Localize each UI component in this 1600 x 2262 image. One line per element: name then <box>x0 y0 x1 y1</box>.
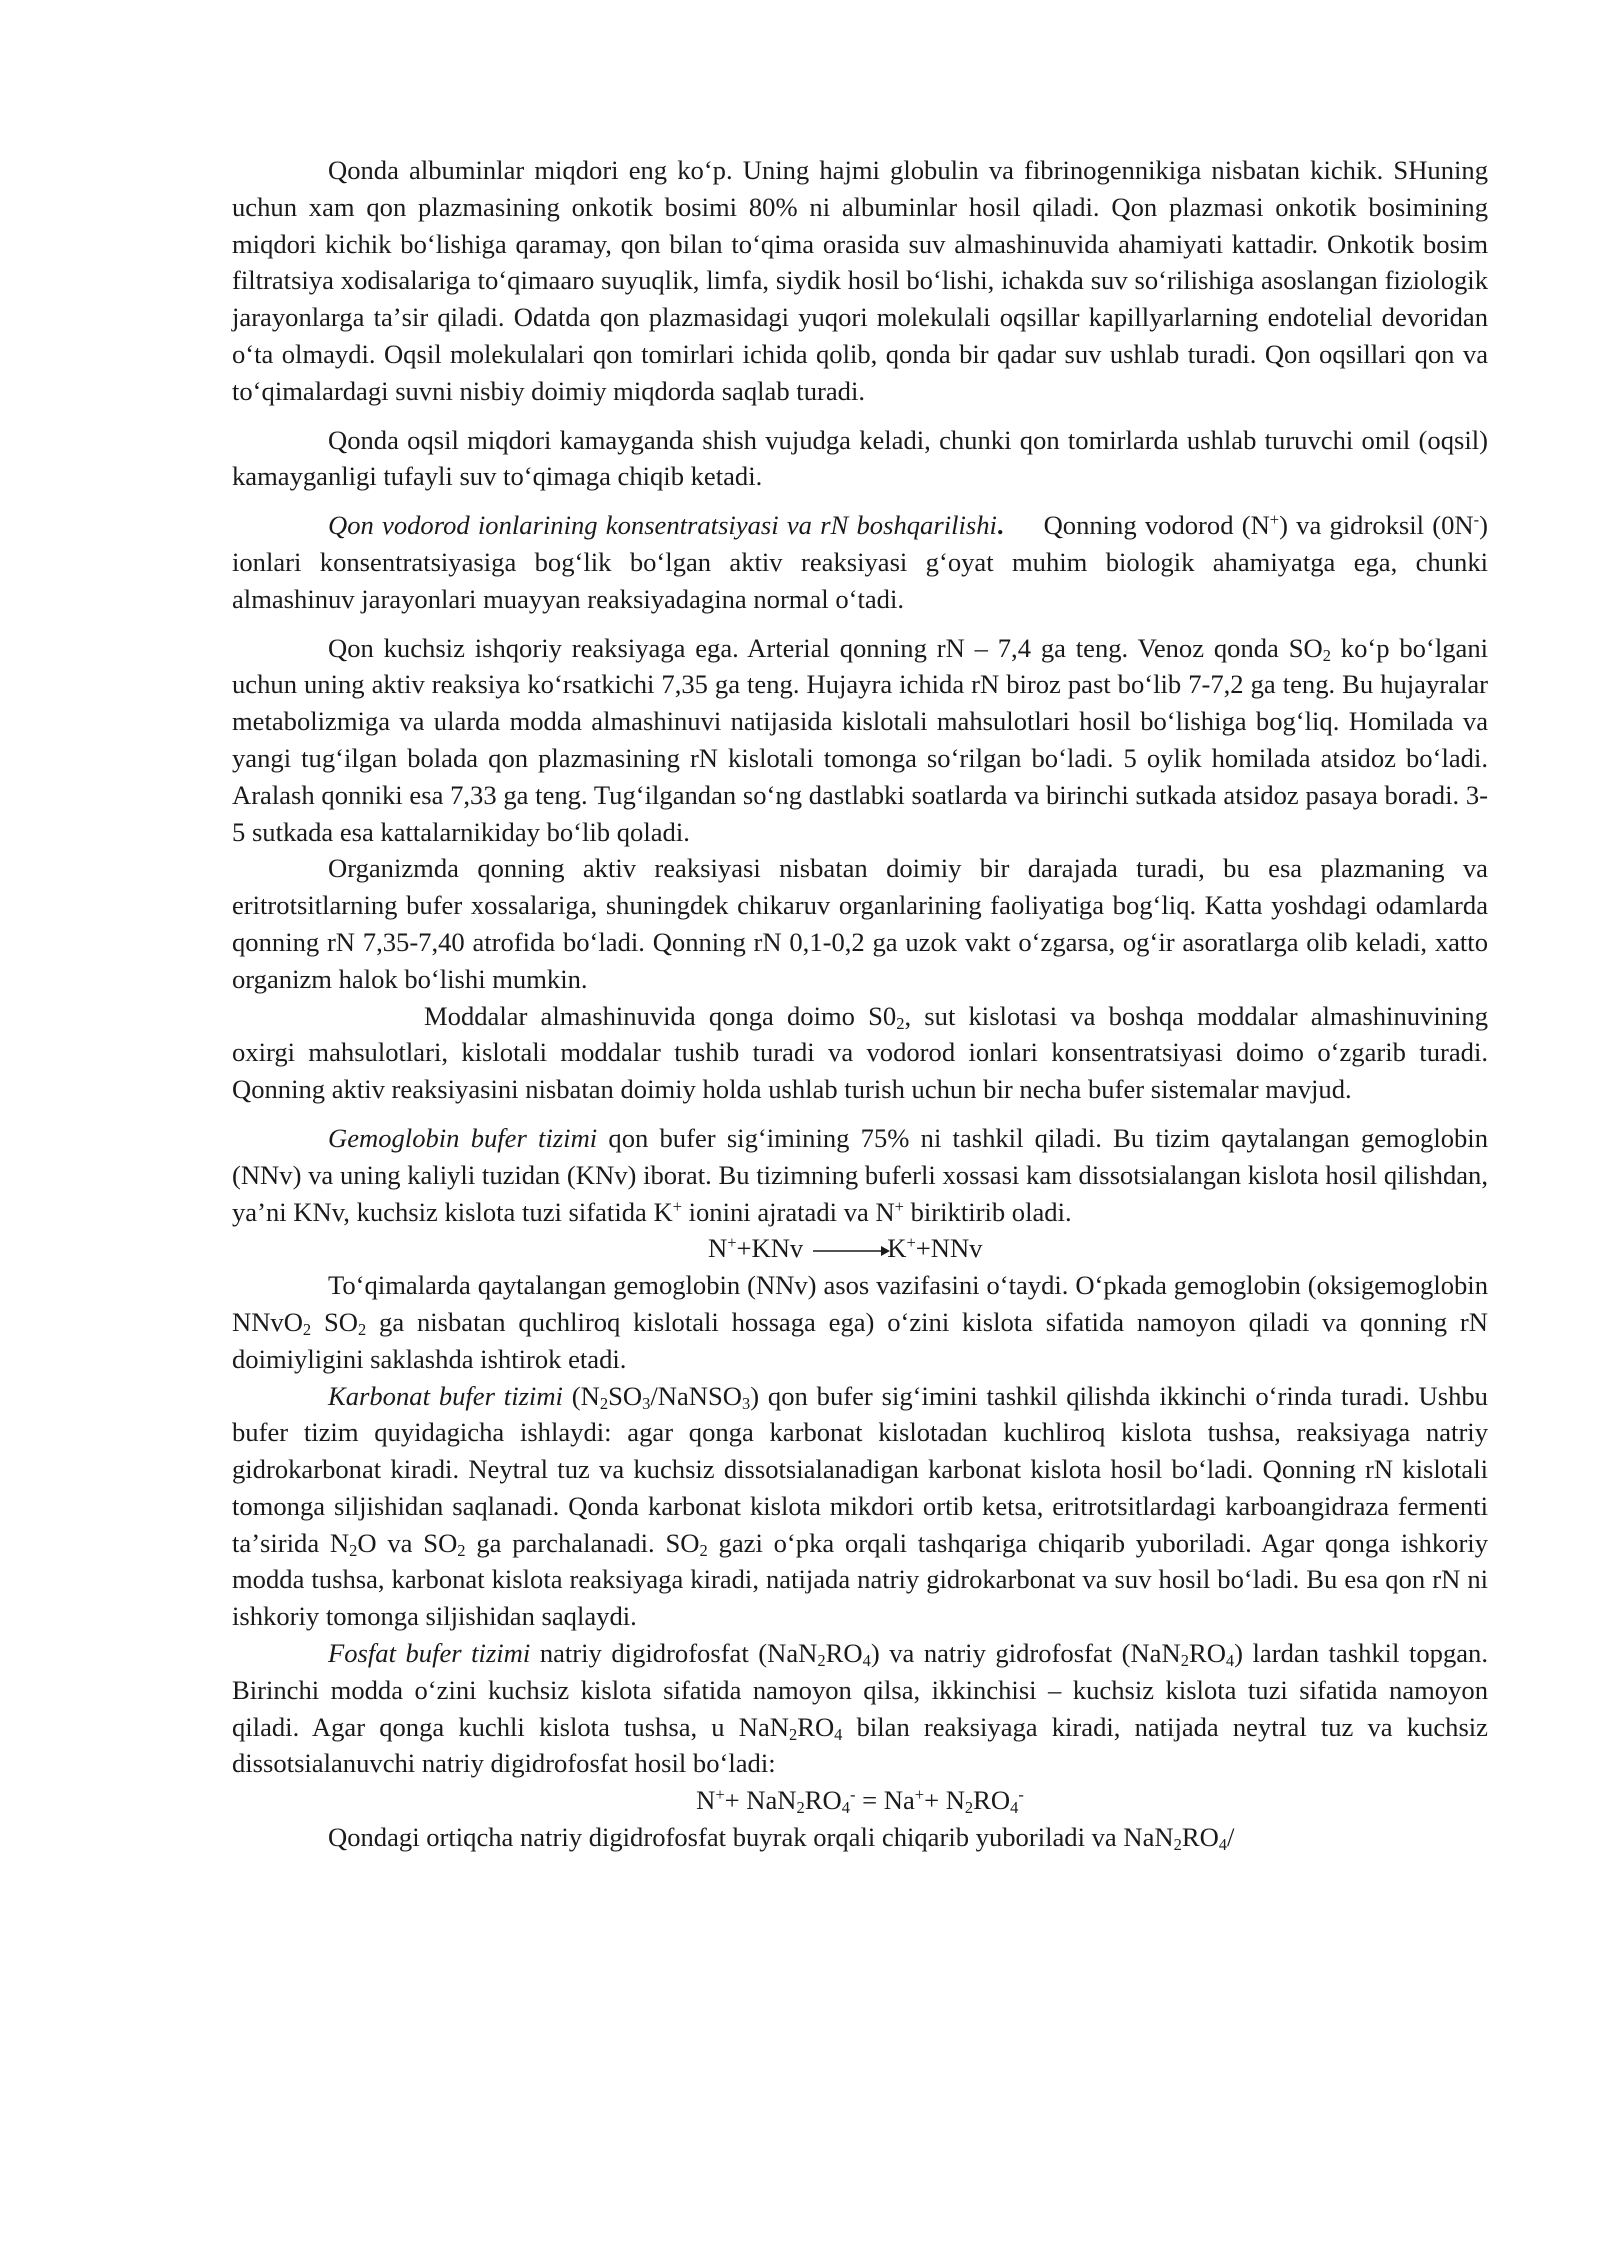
term-carbonate-buffer: Karbonat bufer tizimi <box>328 1380 563 1411</box>
paragraph-carbonate-buffer: Karbonat bufer tizimi $(N_2SO_3/NaNSO_3)$ qon bufer sigʻimini tashkil qilishda ikkinchi oʻrinda turadi. Ushbu bufer tizim quyidagicha ishlaydi: agar qonga karbonat kislotadan kuchliroq kislota tushsa, reaksiyaga natriy gidrokarbonat kiradi. Neytral tuz va kuchsiz dissotsialanadigan karbonat kislota hosil boʻladi. Qonning rN kislotali tomonga siljishidan saqlanadi. Qonda karbonat kislota mikdori ortib ketsa, eritrotsitlardagi karboangidraza fermenti taʼsirida $N_2O$ va $SO_2$ ga parchalanadi. $SO_2$ gazi oʻpka orqali tashqariga chiqarib yuboriladi. Agar qonga ishkoriy modda tushsa, karbonat kislota reaksiyaga kiradi, natijada natriy gidrokarbonat va suv hosil boʻladi. Bu esa qon rN ni ishkoriy tomonga siljishidan saqlaydi. <box>232 1380 1488 1632</box>
paragraph-phosphate-buffer: Fosfat bufer tizimi natriy digidrofosfat $(NaN_2RO_4)$ va natriy gidrofosfat $(NaN_2RO_4)$ lardan tashkil topgan. Birinchi modda oʻzini kuchsiz kislota sifatida namoyon qilsa, ikkinchisi – kuchsiz kislota tuzi sifatida namoyon qiladi. Agar qonga kuchli kislota tushsa, u $NaN_2RO_4$ bilan reaksiyaga kiradi, natijada neytral tuz va kuchsiz dissotsialanuvchi natriy digidrofosfat hosil boʻladi: <box>232 1638 1488 1779</box>
paragraph-tissue-hemoglobin: Toʻqimalarda qaytalangan gemoglobin (NNv) asos vazifasini oʻtaydi. Oʻpkada gemoglobin (oksigemoglobin NNvO$_2$ $SO_2$ ga nisbatan quchliroq kislotali hossaga ega) oʻzini kislota sifatida namoyon qiladi va qonning rN doimiyligini saklashda ishtirok etadi. <box>232 1270 1488 1374</box>
paragraph-ph-regulation: Qon vodorod ionlarining konsentratsiyasi va rN boshqarilishi. Qonning vodorod (N+) va gidroksil (0N-) ionlari konsentratsiyasiga bogʻlik boʻlgan aktiv reaksiyasi gʻoyat muhim biologik ahamiyatga ega, chunki almashinuv jarayonlari muayyan reaksiyadagina normal oʻtadi. <box>232 510 1488 614</box>
term-phosphate-buffer: Fosfat bufer tizimi <box>328 1638 531 1669</box>
paragraph-hemoglobin-buffer: Gemoglobin bufer tizimi qon bufer sigʻimining 75% ni tashkil qiladi. Bu tizim qaytalangan gemoglobin (NNv) va uning kaliyli tuzidan (KNv) iborat. Bu tizimning buferli xossasi kam dissotsialangan kislota hosil qilishdan, yaʼni KNv, kuchsiz kislota tuzi sifatida K+ ionini ajratadi va N+ biriktirib oladi. <box>232 1122 1488 1227</box>
section-heading-ph: Qon vodorod ionlarining konsentratsiyasi va rN boshqarilishi <box>328 510 997 541</box>
paragraph-active-reaction: Organizmda qonning aktiv reaksiyasi nisbatan doimiy bir darajada turadi, bu esa plazmaning va eritrotsitlarning bufer xossalariga, shuningdek chikaruv organlarining faoliyatiga bogʻliq. Katta yoshdagi odamlarda qonning rN 7,35-7,40 atrofida boʻladi. Qonning rN 0,1-0,2 ga uzok vakt oʻzgarsa, ogʻir asoratlarga olib keladi, xatto organizm halok boʻlishi mumkin. <box>232 853 1488 994</box>
paragraph-alkaline: Qon kuchsiz ishqoriy reaksiyaga ega. Arterial qonning rN – 7,4 ga teng. Venoz qonda $SO_2$ koʻp boʻlgani uchun uning aktiv reaksiya koʻrsatkichi 7,35 ga teng. Hujayra ichida rN biroz past boʻlib 7-7,2 ga teng. Bu hujayralar metabolizmiga va ularda modda almashinuvi natijasida kislotali mahsulotlari hosil boʻlishiga bogʻliq. Homilada va yangi tugʻilgan bolada qon plazmasining rN kislotali tomonga soʻrilgan boʻladi. 5 oylik homilada atsidoz boʻladi. Aralash qonniki esa 7,33 ga teng. Tugʻilgandan soʻng dastlabki soatlarda va birinchi sutkada atsidoz pasaya boradi. 3-5 sutkada esa kattalarnikiday boʻlib qoladi. <box>232 632 1489 847</box>
paragraph-excess-phosphate: Qondagi ortiqcha natriy digidrofosfat buyrak orqali chiqarib yuboriladi va $NaN_2RO_4/$ <box>328 1822 1235 1855</box>
paragraph-albumin: Qonda albuminlar miqdori eng koʻp. Uning hajmi globulin va fibrinogennikiga nisbatan kichik. SHuning uchun xam qon plazmasining onkotik bosimi 80% ni albuminlar hosil qiladi. Qon plazmasi onkotik bosimining miqdori kichik boʻlishiga qaramay, qon bilan toʻqima orasida suv almashinuvida ahamiyati kattadir. Onkotik bosim filtratsiya xodisalariga toʻqimaaro suyuqlik, limfa, siydik hosil boʻlishi, ichakda suv soʻrilishiga asoslangan fiziologik jarayonlarga taʼsir qiladi. Odatda qon plazmasidagi yuqori molekulali oqsillar kapillyarlarning endotelial devoridan oʻta olmaydi. Oqsil molekulalari qon tomirlari ichida qolib, qonda bir qadar suv ushlab turadi. Qon oqsillari qon va toʻqimalardagi suvni nisbiy doimiy miqdorda saqlab turadi. <box>232 155 1488 406</box>
heading-dot: . <box>996 510 1004 541</box>
reaction-equation-hemoglobin: N++KNv K++NNv <box>708 1233 983 1264</box>
document-page <box>232 152 1488 1856</box>
reaction-equation-phosphate: $N^++ NaN_2RO_4^- = Na^++ N_2RO_4^-$ <box>696 1785 1024 1818</box>
paragraph-edema: Qonda oqsil miqdori kamayganda shish vujudga keladi, chunki qon tomirlarda ushlab turuvchi omil (oqsil) kamayganligi tufayli suv toʻqimaga chiqib ketadi. <box>232 424 1488 492</box>
term-hemoglobin-buffer: Gemoglobin bufer tizimi <box>328 1122 598 1153</box>
reaction-arrow-icon <box>811 1241 891 1261</box>
paragraph-metabolism: Moddalar almashinuvida qonga doimo $S0_2$, sut kislotasi va boshqa moddalar almashinuvining oxirgi mahsulotlari, kislotali moddalar tushib turadi va vodorod ionlari konsentratsiyasi doimo oʻzgarib turadi. Qonning aktiv reaksiyasini nisbatan doimiy holda ushlab turish uchun bir necha bufer sistemalar mavjud. <box>232 1000 1489 1105</box>
